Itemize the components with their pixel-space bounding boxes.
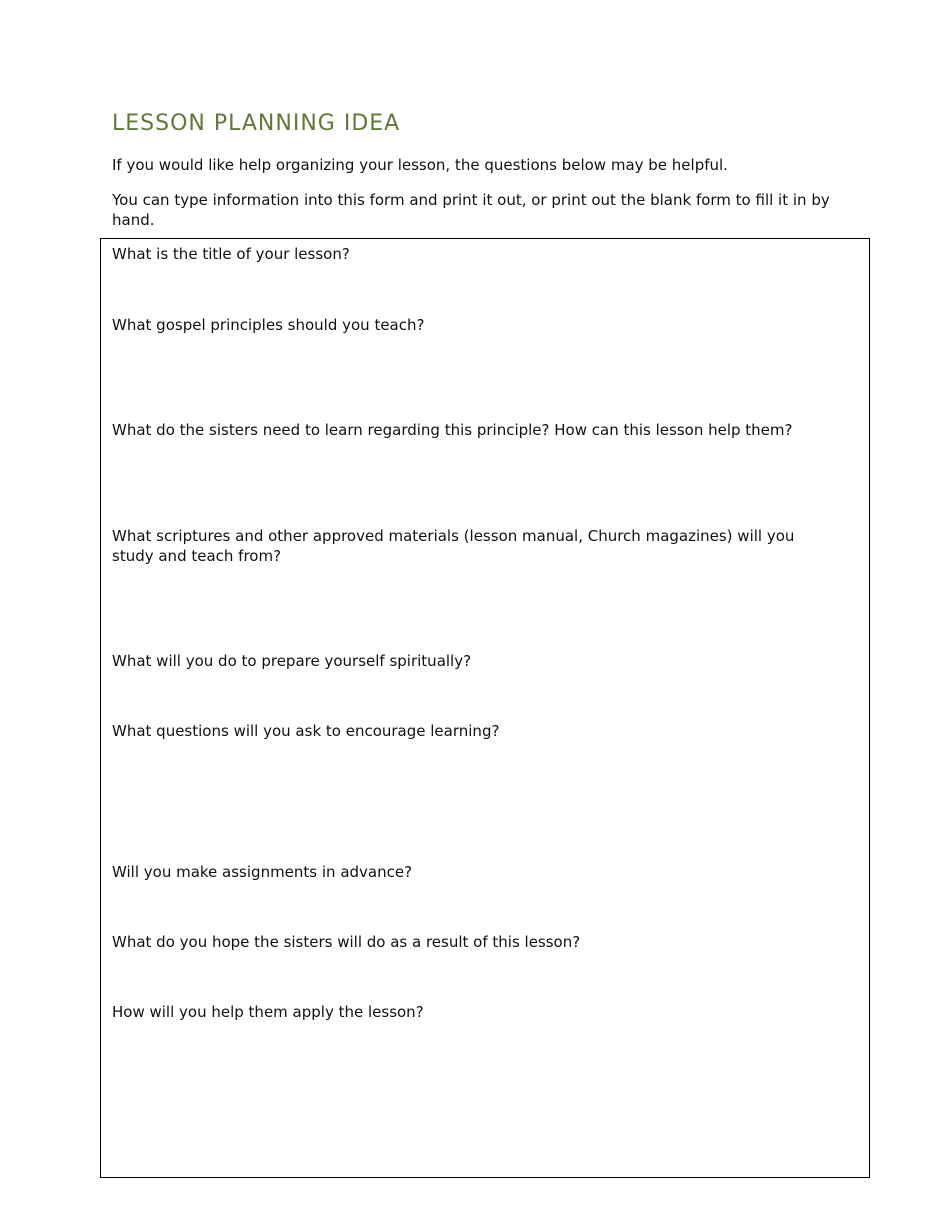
answer-prepare-spiritually[interactable] — [112, 674, 852, 718]
answer-assignments[interactable] — [112, 885, 852, 929]
question-hoped-result: What do you hope the sisters will do as a result of this lesson? — [112, 933, 581, 951]
question-assignments: Will you make assignments in advance? — [112, 863, 413, 881]
page-title: LESSON PLANNING IDEA — [112, 111, 401, 136]
question-study-materials: What scriptures and other approved materials (lesson manual, Church magazines) will you study and teach from? — [112, 527, 795, 565]
question-prepare-spiritually: What will you do to prepare yourself spiritually? — [112, 652, 472, 670]
question-lesson-title: What is the title of your lesson? — [112, 245, 350, 263]
answer-gospel-principles[interactable] — [112, 338, 852, 418]
question-sisters-need: What do the sisters need to learn regarding this principle? How can this lesson help them? — [112, 421, 793, 439]
answer-study-materials[interactable] — [112, 569, 852, 649]
answer-apply-lesson[interactable] — [112, 1025, 852, 1165]
answer-lesson-title[interactable] — [112, 267, 852, 311]
answer-sisters-need[interactable] — [112, 443, 852, 523]
intro-text-1: If you would like help organizing your lesson, the questions below may be helpful. — [112, 156, 728, 174]
question-apply-lesson: How will you help them apply the lesson? — [112, 1003, 424, 1021]
answer-hoped-result[interactable] — [112, 955, 852, 999]
question-encourage-learning: What questions will you ask to encourage learning? — [112, 722, 500, 740]
lesson-form — [100, 238, 870, 1178]
question-gospel-principles: What gospel principles should you teach? — [112, 316, 425, 334]
intro-text-2: You can type information into this form and print it out, or print out the blank form to fill it in by hand. — [112, 191, 830, 229]
answer-encourage-learning[interactable] — [112, 744, 852, 858]
